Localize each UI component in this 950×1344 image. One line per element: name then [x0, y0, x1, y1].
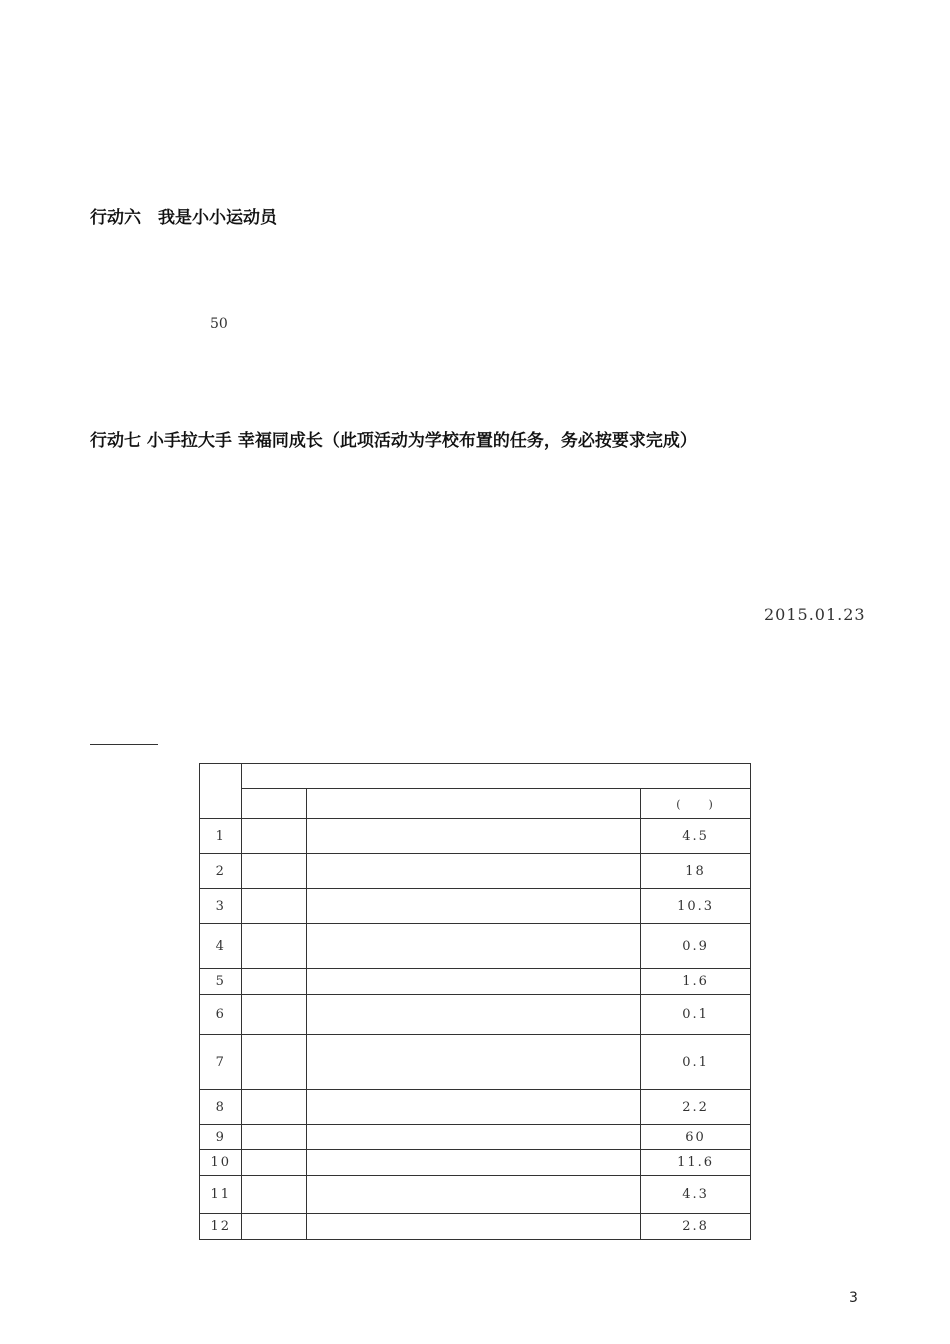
row-no: 7	[200, 1035, 242, 1090]
table-row	[200, 1214, 751, 1240]
table-header-row	[200, 789, 751, 819]
row-no: 6	[200, 995, 242, 1035]
data-table	[199, 763, 751, 1240]
row-name	[306, 1090, 641, 1125]
row-value: 0.9	[641, 924, 751, 969]
row-name	[306, 1125, 641, 1150]
row-name	[306, 854, 641, 889]
row-name	[306, 1150, 641, 1176]
number-text: 50	[210, 316, 228, 332]
table-row	[200, 1150, 751, 1176]
row-value: 4.5	[641, 819, 751, 854]
row-value: 11.6	[641, 1150, 751, 1176]
table-row	[200, 889, 751, 924]
header-value	[641, 789, 751, 819]
table-row	[200, 1090, 751, 1125]
table-row	[200, 819, 751, 854]
row-type	[242, 1150, 306, 1176]
header-group	[242, 764, 751, 789]
header-name	[306, 789, 641, 819]
row-type	[242, 1176, 306, 1214]
row-type	[242, 1090, 306, 1125]
row-name	[306, 995, 641, 1035]
row-type	[242, 854, 306, 889]
row-type	[242, 1035, 306, 1090]
table-row	[200, 1125, 751, 1150]
row-name	[306, 969, 641, 995]
row-name	[306, 1035, 641, 1090]
row-type	[242, 1214, 306, 1240]
table-row	[200, 1176, 751, 1214]
row-value: 0.1	[641, 1035, 751, 1090]
row-no: 5	[200, 969, 242, 995]
row-value: 2.2	[641, 1090, 751, 1125]
signature-date: 2015.01.23	[764, 605, 866, 624]
row-value: 10.3	[641, 889, 751, 924]
row-type	[242, 969, 306, 995]
heading-text: 行动六 我是小小运动员	[90, 208, 277, 228]
row-name	[306, 1214, 641, 1240]
row-no: 11	[200, 1176, 242, 1214]
row-value: 18	[641, 854, 751, 889]
row-value: 1.6	[641, 969, 751, 995]
table-row	[200, 854, 751, 889]
row-type	[242, 819, 306, 854]
row-value: 2.8	[641, 1214, 751, 1240]
row-no: 1	[200, 819, 242, 854]
row-no: 4	[200, 924, 242, 969]
row-no: 2	[200, 854, 242, 889]
row-type	[242, 995, 306, 1035]
row-name	[306, 924, 641, 969]
page-number: 3	[849, 1290, 858, 1306]
row-name	[306, 889, 641, 924]
table-header-row	[200, 764, 751, 789]
row-value: 0.1	[641, 995, 751, 1035]
header-no	[200, 764, 242, 819]
caption-underline	[90, 744, 158, 745]
row-no: 3	[200, 889, 242, 924]
section-heading-7: 行动七 小手拉大手 幸福同成长（此项活动为学校布置的任务，务必按要求完成）	[90, 431, 697, 451]
header-type	[242, 789, 306, 819]
row-name	[306, 819, 641, 854]
table-row	[200, 969, 751, 995]
row-type	[242, 924, 306, 969]
table-row	[200, 995, 751, 1035]
row-value: 4.3	[641, 1176, 751, 1214]
table-row	[200, 924, 751, 969]
row-no: 12	[200, 1214, 242, 1240]
row-name	[306, 1176, 641, 1214]
row-type	[242, 889, 306, 924]
table-row	[200, 1035, 751, 1090]
header-value-unit: ( )	[676, 797, 715, 811]
section-heading-6	[90, 203, 277, 228]
row-no: 10	[200, 1150, 242, 1176]
row-no: 8	[200, 1090, 242, 1125]
row-no: 9	[200, 1125, 242, 1150]
row-value: 60	[641, 1125, 751, 1150]
row-type	[242, 1125, 306, 1150]
